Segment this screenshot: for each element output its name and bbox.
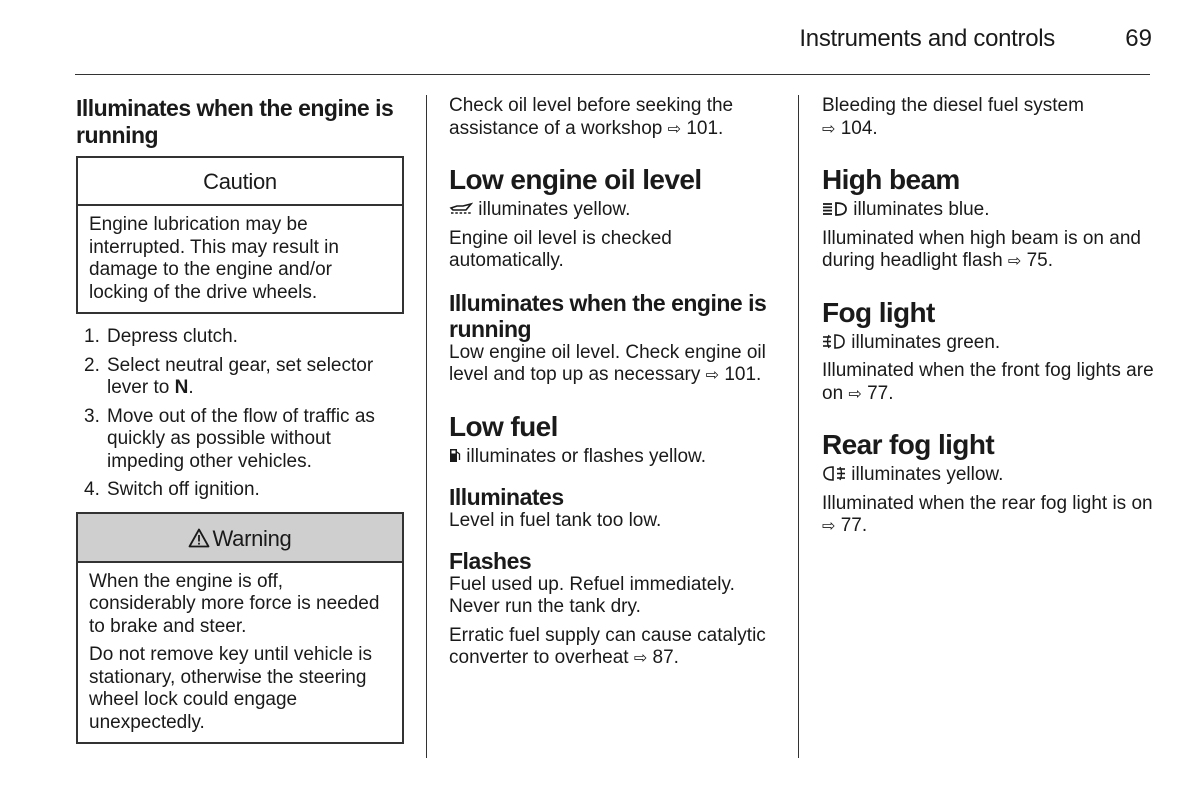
section-subheading: Illuminates when the engine is running xyxy=(76,95,394,148)
paragraph: Fuel used up. Refuel immediately. Never run the tank dry. xyxy=(449,573,735,617)
section-subheading: Illuminates when the engine is running xyxy=(449,289,767,342)
list-item: 2. Select neutral gear, set selector lever to N. xyxy=(84,354,374,398)
paragraph: Erratic fuel supply can cause catalytic converter to overheat ⇨ 87. xyxy=(449,624,766,668)
page-ref-arrow-icon: ⇨ xyxy=(705,367,720,384)
caution-body xyxy=(78,206,402,312)
page-number: 69 xyxy=(1125,25,1152,52)
section-subheading: Flashes xyxy=(449,547,532,574)
column-divider xyxy=(798,95,799,758)
warning-box xyxy=(76,512,404,745)
indicator-line: illuminates yellow. xyxy=(822,464,1157,487)
section-heading: Low engine oil level xyxy=(449,164,702,195)
front-fog-light-icon xyxy=(822,334,846,349)
column-2 xyxy=(449,95,784,671)
caution-title: Caution xyxy=(78,158,402,206)
column-3 xyxy=(822,95,1157,539)
rear-fog-light-icon xyxy=(822,466,846,481)
indicator-line: illuminates blue. xyxy=(822,199,1157,222)
page-ref-arrow-icon: ⇨ xyxy=(822,518,836,535)
page-ref-arrow-icon: ⇨ xyxy=(822,120,836,138)
oil-can-icon xyxy=(449,201,473,215)
indicator-line: illuminates yellow. xyxy=(449,199,784,222)
paragraph: Illuminated when high beam is on and during headlight flash ⇨ 75. xyxy=(822,227,1141,271)
page-ref-arrow-icon: ⇨ xyxy=(1007,253,1022,270)
section-heading: Low fuel xyxy=(449,410,558,442)
column-divider xyxy=(426,95,427,758)
section-heading: Rear fog light xyxy=(822,429,995,460)
paragraph: Illuminated when the rear fog light is on ⇨ 77. xyxy=(822,492,1153,536)
caution-text: Engine lubrication may be interrupted. This may result in damage to the engine and/or locking of the drive wheels. xyxy=(89,214,339,303)
warning-text: Do not remove key until vehicle is stationary, otherwise the steering wheel lock could engage unexpectedly. xyxy=(89,644,373,733)
list-item: 3. Move out of the flow of traffic as quickly as possible without impeding other vehicles. xyxy=(84,405,375,472)
warning-body xyxy=(78,563,402,743)
section-heading: Fog light xyxy=(822,296,935,328)
steps-list xyxy=(76,326,404,502)
section-subheading: Illuminates xyxy=(449,484,564,510)
column-1 xyxy=(76,95,404,744)
paragraph: Low engine oil level. Check engine oil level and top up as necessary ⇨ 101. xyxy=(449,341,766,385)
warning-title: Warning xyxy=(212,525,292,551)
warning-text: When the engine is off, considerably more force is needed to brake and steer. xyxy=(89,570,380,637)
page-ref-arrow-icon: ⇨ xyxy=(667,120,682,138)
paragraph: Engine oil level is checked automatically. xyxy=(449,227,672,271)
header-rule xyxy=(75,74,1150,75)
indicator-line: illuminates green. xyxy=(822,332,1157,355)
caution-box xyxy=(76,156,404,314)
high-beam-icon xyxy=(822,202,848,216)
warning-triangle-icon xyxy=(188,528,210,548)
paragraph: Bleeding the diesel fuel system ⇨ 104. xyxy=(822,95,1084,139)
page-header-title: Instruments and controls xyxy=(799,25,1055,52)
page-ref-arrow-icon: ⇨ xyxy=(848,385,862,403)
paragraph: Check oil level before seeking the assistance of a workshop ⇨ 101. xyxy=(449,95,734,139)
page-ref-arrow-icon: ⇨ xyxy=(633,650,648,667)
warning-title-bar xyxy=(78,514,402,563)
indicator-line: illuminates or flashes yellow. xyxy=(449,446,784,469)
paragraph: Level in fuel tank too low. xyxy=(449,510,662,531)
list-item: 4. Switch off ignition. xyxy=(84,479,260,500)
paragraph: Illuminated when the front fog lights are on ⇨ 77. xyxy=(822,360,1154,404)
fuel-pump-icon xyxy=(449,448,461,463)
section-heading: High beam xyxy=(822,164,960,195)
list-item: 1. Depress clutch. xyxy=(84,326,238,347)
